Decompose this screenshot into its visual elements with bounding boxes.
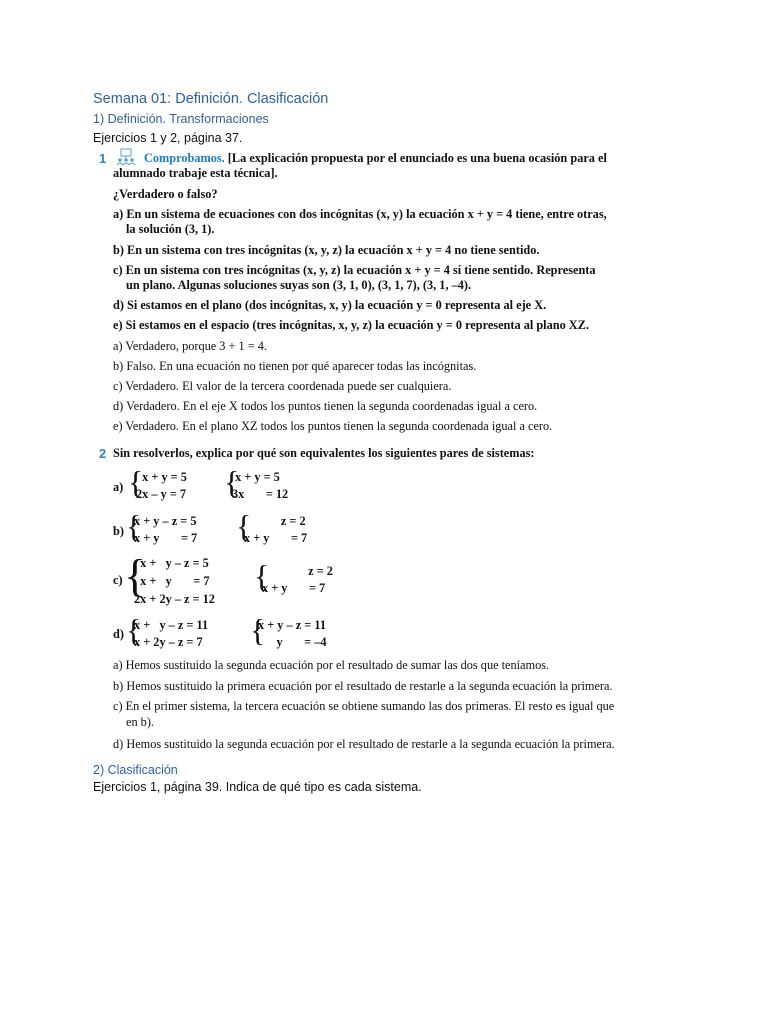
equation: 2x + 2y – z = 12 [134,592,215,606]
system-c-left [134,556,244,608]
equation: x + y = 7 [134,531,198,545]
statement-c-cont: un plano. Algunas soluciones suyas son (3, 1, 0), (3, 1, 7), (3, 1, –4). [126,278,472,292]
exercise-reference: Ejercicios 1 y 2, página 37. [93,131,243,145]
statement-b: b) En un sistema con tres incógnitas (x, y, z) la ecuación x + y = 4 no tiene sentido. [113,243,540,257]
answer-b: b) Falso. En una ecuación no tienen por qué aparecer todas las incógnitas. [113,359,477,373]
equation: y = –4 [258,635,327,649]
ex1-intro-line [144,151,607,166]
statement-c: c) En un sistema con tres incógnitas (x, y, z) la ecuación x + y = 4 sí tiene sentido. Representa [113,263,596,277]
ex1-question: ¿Verdadero o falso? [113,187,218,201]
exercise-number-2: 2 [99,446,107,461]
exercise-reference-2: Ejercicios 1, página 39. Indica de qué tipo es cada sistema. [93,780,422,794]
brace: { [254,558,270,594]
equation: x + y = 5 [136,470,187,484]
ex1-intro-text: [La explicación propuesta por el enunciado es una buena ocasión para el [224,151,607,165]
section-heading-definicion: 1) Definición. Transformaciones [93,112,269,126]
answer-c: c) Verdadero. El valor de la tercera coordenada puede ser cualquiera. [113,379,452,393]
system-b-label: b) [113,524,124,538]
brace: { [126,508,142,544]
equation: x + y – z = 11 [258,618,326,632]
equation: x + y = 7 [134,574,210,588]
system-d-right [258,618,368,652]
ex2-answer-b: b) Hemos sustituido la primera ecuación por el resultado de restarle a la segunda ecuación la primera. [113,679,613,693]
system-a-left [136,470,226,504]
exercise-number-1: 1 [99,151,107,166]
brace: { [250,612,266,648]
equation: x + y – z = 5 [134,556,209,570]
equation: x + y = 7 [244,531,308,545]
equation: x + y – z = 11 [134,618,209,632]
statement-a-cont: la solución (3, 1). [126,222,215,236]
brace: { [224,464,240,500]
brace: { [124,550,147,601]
ex2-answer-a: a) Hemos sustituido la segunda ecuación por el resultado de sumar las dos que teníamos. [113,658,550,672]
equation: x + y – z = 5 [134,514,197,528]
statement-a: a) En un sistema de ecuaciones con dos incógnitas (x, y) la ecuación x + y = 4 tiene, entre otras, [113,207,607,221]
answer-e: e) Verdadero. En el plano XZ todos los puntos tienen la segunda coordenada igual a cero. [113,419,553,433]
equation: x + y = 7 [262,581,326,595]
equation: x + 2y – z = 7 [134,635,203,649]
ex1-intro-text-2: alumnado trabaje esta técnica]. [113,166,278,180]
section-heading-clasificacion: 2) Clasificación [93,763,178,777]
system-d-label: d) [113,627,124,641]
answer-a: a) Verdadero, porque 3 + 1 = 4. [113,339,267,353]
brace: { [128,464,144,500]
ex2-answer-c: c) En el primer sistema, la tercera ecuación se obtiene sumando las dos primeras. El resto es igual que [113,699,615,713]
comprobamos-label: Comprobamos. [144,151,225,165]
brace: { [236,508,252,544]
statement-d: d) Si estamos en el plano (dos incógnitas, x, y) la ecuación y = 0 representa al eje X. [113,298,547,312]
ex2-prompt: Sin resolverlos, explica por qué son equivalentes los siguientes pares de sistemas: [113,446,535,460]
system-a-right [232,470,322,504]
equation: z = 2 [262,564,333,578]
answer-d: d) Verdadero. En el eje X todos los puntos tienen la segunda coordenadas igual a cero. [113,399,538,413]
system-c-right [262,564,362,598]
computer-group-icon [116,148,136,166]
system-b-left [134,514,234,548]
equation: 2x – y = 7 [136,487,187,501]
page-title: Semana 01: Definición. Clasificación [93,91,329,107]
system-d-left [134,618,244,652]
statement-e: e) Si estamos en el espacio (tres incógnitas, x, y, z) la ecuación y = 0 representa al plano XZ. [113,318,589,332]
system-a-label: a) [113,480,124,494]
ex2-answer-c-cont: en b). [126,715,154,729]
equation: z = 2 [244,514,306,528]
ex2-answer-d: d) Hemos sustituido la segunda ecuación por el resultado de restarle a la segunda ecuación la primera. [113,737,615,751]
system-c-label: c) [113,573,123,587]
system-b-right [244,514,344,548]
equation: 3x = 12 [232,487,289,501]
brace: { [126,612,142,648]
equation: x + y = 5 [232,470,280,484]
